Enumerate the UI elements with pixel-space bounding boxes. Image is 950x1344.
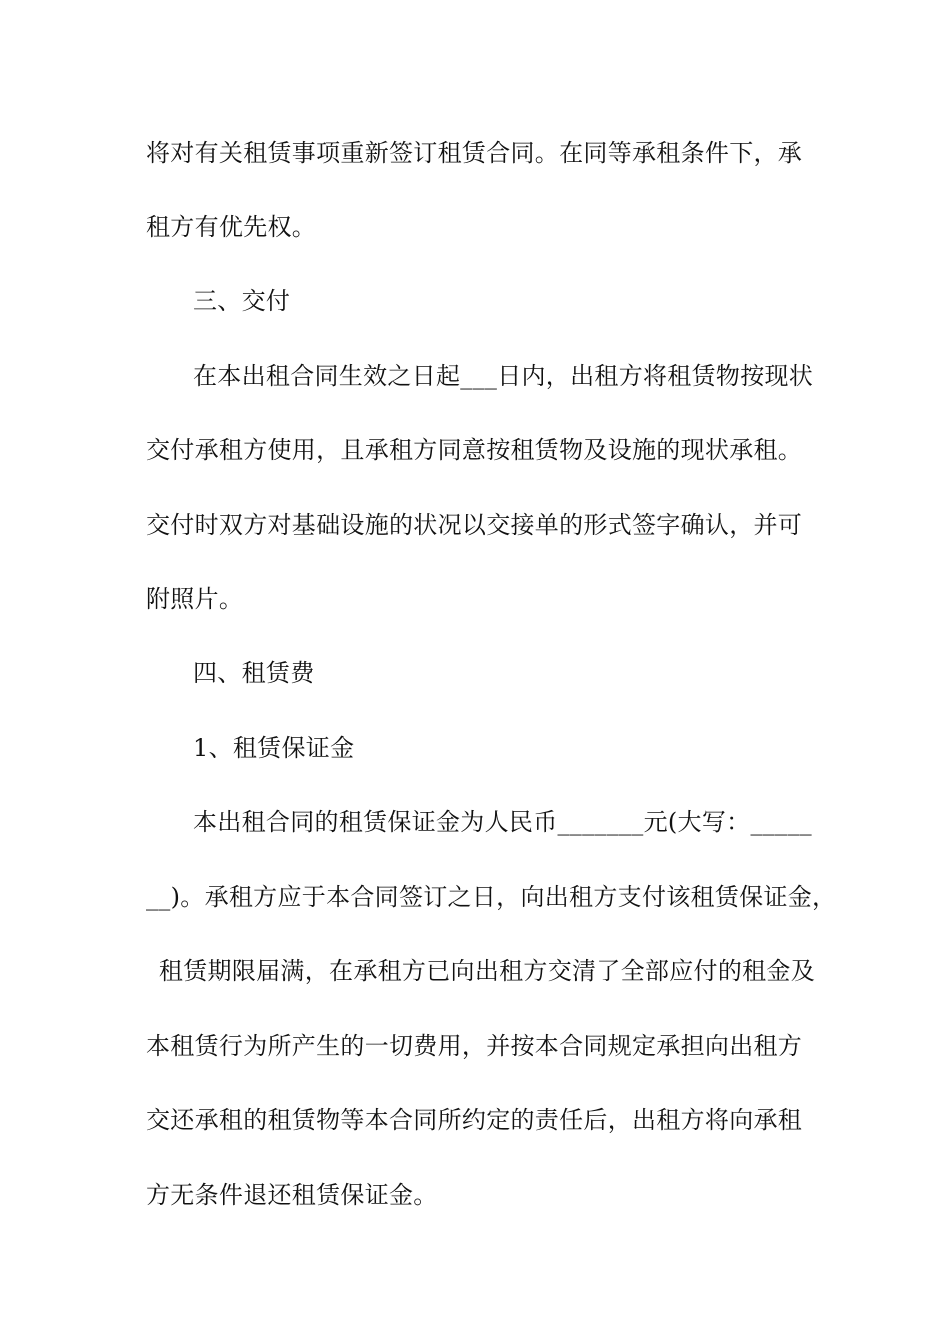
paragraph-line: 租赁期限届满，在承租方已向出租方交清了全部应付的租金及 bbox=[151, 957, 816, 985]
paragraph-line: 交付承租方使用，且承租方同意按租赁物及设施的现状承租。 bbox=[146, 436, 803, 464]
paragraph-line: 附照片。 bbox=[146, 585, 244, 613]
paragraph-line: 将对有关租赁事项重新签订租赁合同。在同等承租条件下，承 bbox=[146, 139, 803, 167]
paragraph-line: 交付时双方对基础设施的状况以交接单的形式签字确认，并可 bbox=[146, 511, 803, 539]
paragraph-line: 交还承租的租赁物等本合同所约定的责任后，出租方将向承租 bbox=[146, 1106, 803, 1134]
paragraph-line: __)。承租方应于本合同签订之日，向出租方支付该租赁保证金， bbox=[146, 883, 837, 911]
paragraph-line: 本租赁行为所产生的一切费用，并按本合同规定承担向出租方 bbox=[146, 1032, 803, 1060]
paragraph-line: 方无条件退还租赁保证金。 bbox=[146, 1181, 438, 1209]
paragraph-line: 租方有优先权。 bbox=[146, 213, 317, 241]
paragraph-line: 在本出租合同生效之日起___日内，出租方将租赁物按现状 bbox=[193, 362, 814, 390]
section-heading-rent: 四、租赁费 bbox=[193, 659, 315, 687]
subsection-heading-deposit: 1、租赁保证金 bbox=[193, 734, 355, 762]
section-heading-delivery: 三、交付 bbox=[193, 287, 291, 315]
paragraph-line: 本出租合同的租赁保证金为人民币_______元(大写：_____ bbox=[193, 808, 812, 836]
